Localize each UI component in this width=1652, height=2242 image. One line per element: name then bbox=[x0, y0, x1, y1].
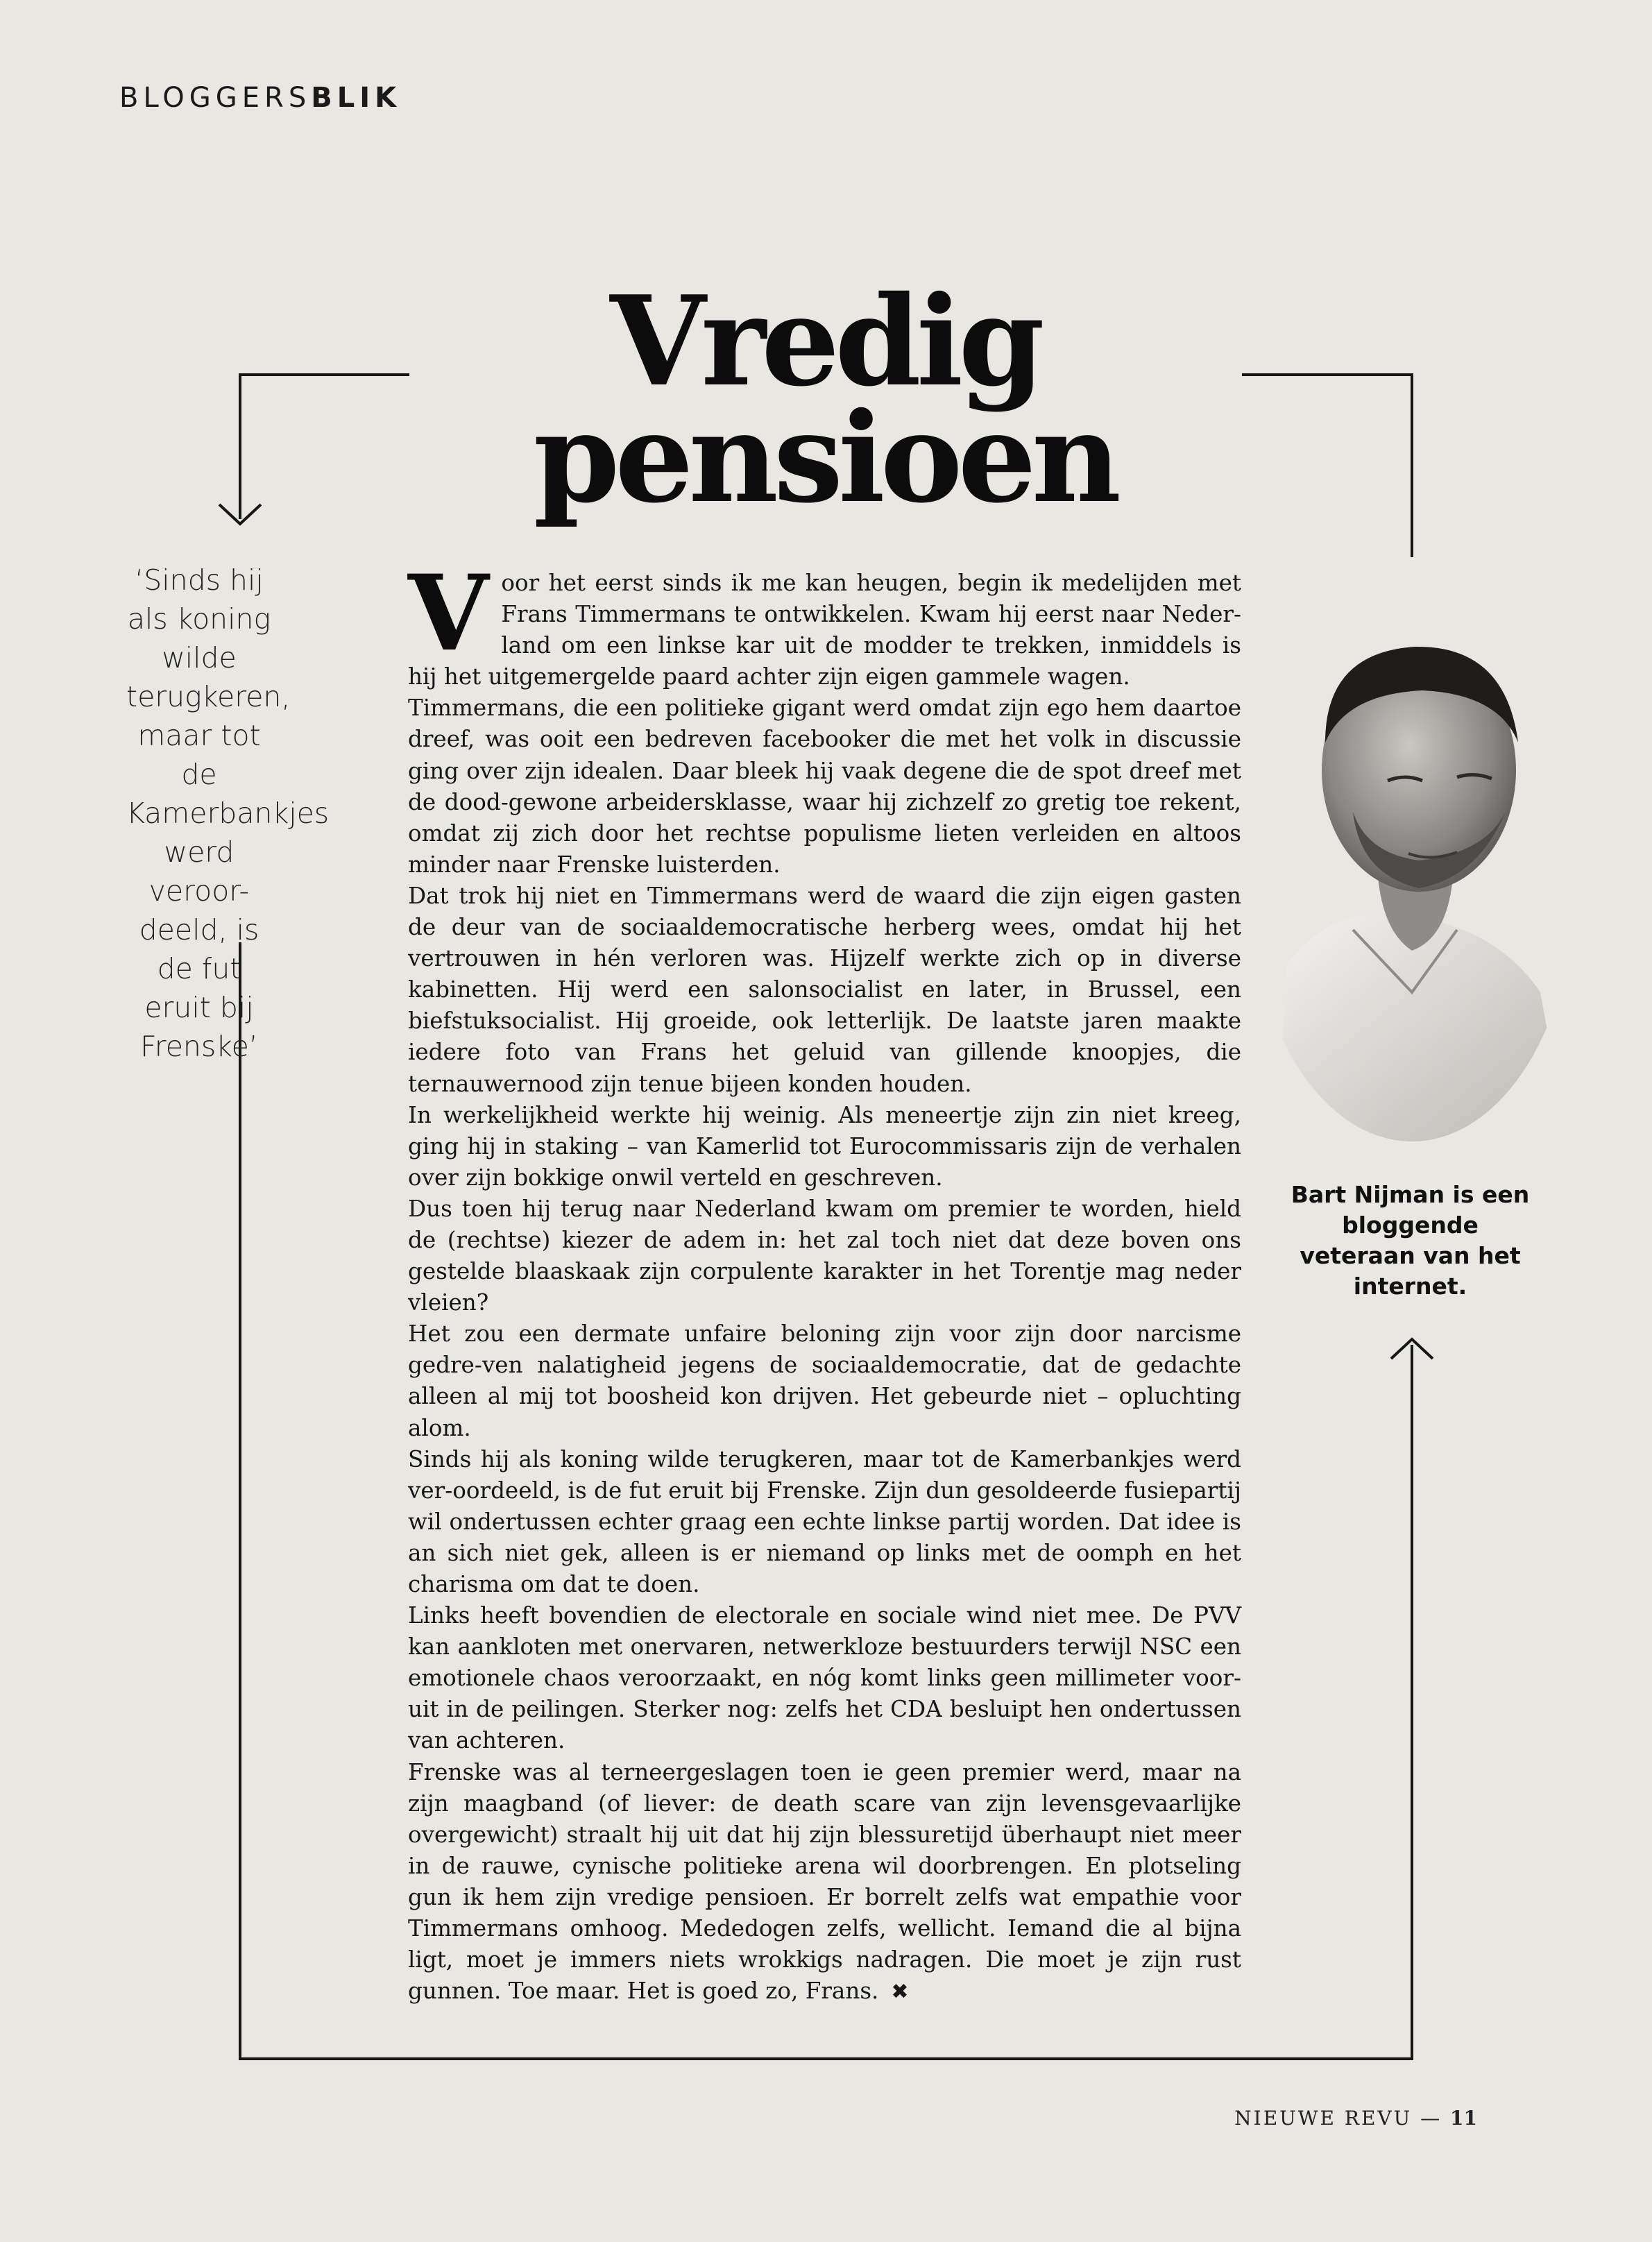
article-paragraph bbox=[408, 1757, 1241, 2008]
article-paragraph: Het zou een dermate unfaire beloning zijn voor zijn door narcisme gedre-ven nalatigheid jegens de sociaaldemocratie, dat de gedachte alleen al mij tot boosheid kon drijven. Het gebeurde niet – opluchting alom. bbox=[408, 1320, 1241, 1441]
pull-quote: ‘Sinds hij als koning wilde terugkeren, maar tot de Kamerbankjes werd veroor-deeld, is de fut eruit bij Frenske’ bbox=[126, 563, 330, 1063]
page-number: 11 bbox=[1450, 2107, 1477, 2130]
article-paragraph: Sinds hij als koning wilde terugkeren, maar tot de Kamerbankjes werd ver-oordeeld, is de fut eruit bij Frenske. Zijn dun gesoldeerde fusiepartij wil ondertussen echter graag een echte linkse partij worden. Dat idee is an sich niet gek, alleen is er niemand op links met de oomph en het charisma om dat te doen. bbox=[408, 1445, 1241, 1597]
title-line-1: Vredig bbox=[610, 269, 1040, 414]
page-footer bbox=[1234, 2107, 1477, 2130]
paragraph-text: Frenske was al terneergeslagen toen ie geen premier werd, maar na zijn maagband (of liever: de death scare van zijn levensgevaarlijke overgewicht) straalt hij uit dat hij zijn blessuretijd überhaupt niet meer in de rauwe, cynische politieke arena wil doorbrengen. En plotseling gun ik hem zijn vredige pensioen. Er borrelt zelfs wat empathie voor Timmermans omhoog. Mededogen zelfs, wellicht. Iemand die al bijna ligt, moet je immers niets wrokkigs nadragen. Die moet je zijn rust gunnen. Toe maar. Het is goed zo, Frans. bbox=[408, 1758, 1241, 2005]
article-paragraph: In werkelijkheid werkte hij weinig. Als meneertje zijn zin niet kreeg, ging hij in staking – van Kamerlid tot Eurocommissaris zijn de verhalen over zijn bokkige onwil verteld en geschreven. bbox=[408, 1101, 1241, 1191]
article-paragraph bbox=[408, 552, 1241, 693]
article-title bbox=[416, 269, 1234, 530]
drop-cap: V bbox=[408, 552, 489, 674]
article-paragraph: Timmermans, die een politieke gigant werd omdat zijn ego hem daartoe dreef, was ooit een bedreven facebooker die met het volk in discussie ging over zijn idealen. Daar bleek hij vaak degene die de spot dreef met de dood-gewone arbeidersklasse, waar hij zichzelf zo gretig toe rekent, omdat zij zich door het rechtse populisme lieten verleiden en altoos minder naar Frenske luisterden. bbox=[408, 695, 1241, 878]
section-label-light: BLOGGERS bbox=[119, 82, 312, 114]
section-label-bold: BLIK bbox=[311, 82, 402, 114]
frame-top-right bbox=[1242, 375, 1412, 557]
publication-name: NIEUWE REVU — bbox=[1234, 2107, 1442, 2130]
frame-top-left bbox=[240, 375, 409, 519]
author-portrait bbox=[1249, 604, 1575, 1145]
title-line-2: pensioen bbox=[533, 385, 1117, 530]
article-paragraph: Dus toen hij terug naar Nederland kwam om premier te worden, hield de (rechtse) kiezer de adem in: het zal toch niet dat deze boven ons gestelde blaaskaak zijn corpulente karakter in het Torentje mag neder vleien? bbox=[408, 1195, 1241, 1316]
article-paragraph: Dat trok hij niet en Timmermans werd de waard die zijn eigen gasten de deur van de sociaaldemocratische herberg wees, omdat hij het vertrouwen in hén verloren was. Hijzelf werkte zich op in diverse kabinetten. Hij werd een salonsocialist en later, in Brussel, een biefstuksocialist. Hij groeide, ook letterlijk. De laatste jaren maakte iedere foto van Frans het geluid van gillende knoopjes, die ternauwernood zijn tenue bijeen konden houden. bbox=[408, 882, 1241, 1097]
paragraph-text: oor het eerst sinds ik me kan heugen, begin ik medelijden met Frans Timmermans te ontwikkelen. Kwam hij eerst naar Neder-land om een linkse kar uit de modder te trekken, inmiddels is hij het uitgemergelde paard achter zijn eigen gammele wagen. bbox=[408, 570, 1241, 690]
author-caption: Bart Nijman is een bloggende veteraan van het internet. bbox=[1291, 1181, 1530, 1300]
end-mark-icon: ✖ bbox=[891, 1980, 909, 2005]
article-body bbox=[408, 552, 1241, 2007]
article-paragraph: Links heeft bovendien de electorale en sociale wind niet mee. De PVV kan aankloten met onervaren, netwerkloze bestuurders terwijl NSC een emotionele chaos veroorzaakt, en nóg komt links geen millimeter voor-uit in de peilingen. Sterker nog: zelfs het CDA besluipt hen ondertussen van achteren. bbox=[408, 1602, 1241, 1754]
